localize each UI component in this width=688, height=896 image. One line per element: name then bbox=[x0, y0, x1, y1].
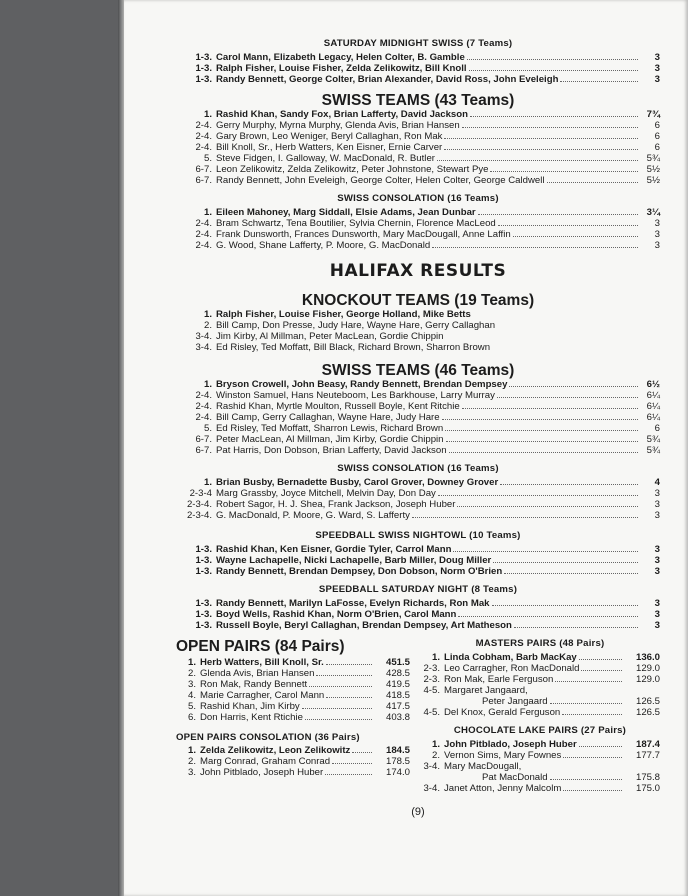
leader-dots bbox=[444, 138, 638, 139]
score: 187.4 bbox=[635, 739, 660, 750]
team-names: Robert Sagor, H. J. Shea, Frank Jackson, Joseph Huber bbox=[216, 499, 456, 510]
team-names: Jim Kirby, Al Millman, Peter MacLean, Gordie Chippin bbox=[216, 331, 444, 342]
result-row bbox=[176, 668, 410, 679]
result-row bbox=[176, 309, 660, 320]
result-row bbox=[176, 544, 660, 555]
team-names: Leon Zelikowitz, Zelda Zelikowitz, Peter Johnstone, Stewart Pye bbox=[216, 164, 489, 175]
score: 419.5 bbox=[385, 679, 410, 690]
pair-names: Del Knox, Gerald Ferguson bbox=[444, 707, 561, 718]
leader-dots bbox=[326, 664, 372, 665]
score: 3 bbox=[654, 229, 660, 240]
leader-dots bbox=[579, 659, 622, 660]
pair-names: Vernon Sims, Mary Fownes bbox=[444, 750, 562, 761]
result-row bbox=[420, 652, 660, 663]
result-row bbox=[176, 342, 660, 353]
pair-names: Janet Atton, Jenny Malcolm bbox=[444, 783, 562, 794]
rank: 6-7. bbox=[195, 434, 212, 445]
score: 3 bbox=[654, 566, 660, 577]
score: 3 bbox=[654, 218, 660, 229]
result-row bbox=[176, 142, 660, 153]
rank: 3-4. bbox=[423, 761, 440, 772]
leader-dots bbox=[442, 419, 638, 420]
rank: 1-3. bbox=[195, 566, 212, 577]
team-names: Marg Grassby, Joyce Mitchell, Melvin Day, Don Day bbox=[216, 488, 436, 499]
score: 175.8 bbox=[635, 772, 660, 783]
score: 6 bbox=[654, 423, 660, 434]
section-title: OPEN PAIRS (84 Pairs) bbox=[176, 638, 345, 655]
result-row-continued bbox=[420, 772, 660, 783]
result-row bbox=[176, 379, 660, 390]
result-row bbox=[176, 712, 410, 723]
leader-dots bbox=[467, 59, 638, 60]
section-saturday-midnight-swiss bbox=[176, 38, 660, 85]
score: 6¼ bbox=[646, 412, 660, 423]
section-speedball-saturday-night bbox=[176, 584, 660, 631]
team-names: Winston Samuel, Hans Neuteboom, Les Barkhouse, Larry Murray bbox=[216, 390, 495, 401]
rank: 2-4. bbox=[195, 401, 212, 412]
pair-names: Marg Conrad, Graham Conrad bbox=[200, 756, 331, 767]
result-row bbox=[176, 218, 660, 229]
section-speedball-nightowl bbox=[176, 530, 660, 577]
team-names: Boyd Wells, Rashid Khan, Norm O'Brien, Carol Mann bbox=[216, 609, 457, 620]
team-names: Eileen Mahoney, Marg Siddall, Elsie Adams, Jean Dunbar bbox=[216, 207, 476, 218]
leader-dots bbox=[509, 386, 638, 387]
pair-names: Linda Cobham, Barb MacKay bbox=[444, 652, 577, 663]
result-row bbox=[176, 229, 660, 240]
rank: 5. bbox=[203, 423, 212, 434]
score: 5¾ bbox=[646, 153, 660, 164]
score: 3 bbox=[654, 555, 660, 566]
leader-dots bbox=[437, 160, 638, 161]
section-title: SWISS CONSOLATION (16 Teams) bbox=[337, 193, 499, 204]
result-row bbox=[420, 685, 660, 696]
rank: 5. bbox=[187, 701, 196, 712]
team-names: Ralph Fisher, Louise Fisher, George Holland, Mike Betts bbox=[216, 309, 471, 320]
rank: 6. bbox=[187, 712, 196, 723]
team-names: Carol Mann, Elizabeth Legacy, Helen Colter, B. Gamble bbox=[216, 52, 465, 63]
leader-dots bbox=[492, 605, 639, 606]
result-row bbox=[176, 331, 660, 342]
team-names: Steve Fidgen, I. Galloway, W. MacDonald, R. Butler bbox=[216, 153, 435, 164]
result-row bbox=[176, 153, 660, 164]
leader-dots bbox=[453, 551, 638, 552]
leader-dots bbox=[462, 127, 638, 128]
score: 3 bbox=[654, 510, 660, 521]
section-title: SPEEDBALL SATURDAY NIGHT (8 Teams) bbox=[318, 584, 518, 595]
leader-dots bbox=[305, 719, 372, 720]
pairs-columns bbox=[176, 638, 660, 794]
rank: 2-4. bbox=[195, 229, 212, 240]
score: 126.5 bbox=[635, 707, 660, 718]
pair-names: Herb Watters, Bill Knoll, Sr. bbox=[200, 657, 324, 668]
result-row bbox=[420, 663, 660, 674]
rank: 1-3. bbox=[195, 74, 212, 85]
score: 417.5 bbox=[385, 701, 410, 712]
leader-dots bbox=[332, 763, 372, 764]
team-names: Bryson Crowell, John Beasy, Randy Bennett, Brendan Dempsey bbox=[216, 379, 508, 390]
leader-dots bbox=[579, 746, 622, 747]
result-row bbox=[420, 783, 660, 794]
result-row bbox=[176, 131, 660, 142]
score: 6 bbox=[654, 142, 660, 153]
result-row bbox=[176, 390, 660, 401]
result-row bbox=[420, 707, 660, 718]
leader-dots bbox=[547, 182, 638, 183]
page-title: HALIFAX RESULTS bbox=[329, 261, 507, 281]
rank: 1-3. bbox=[195, 52, 212, 63]
result-row bbox=[176, 320, 660, 331]
rank: 1. bbox=[431, 652, 440, 663]
rank: 1. bbox=[203, 109, 212, 120]
section-title: OPEN PAIRS CONSOLATION (36 Pairs) bbox=[176, 732, 360, 743]
leader-dots bbox=[581, 670, 622, 671]
result-row bbox=[176, 510, 660, 521]
team-names: Russell Boyle, Beryl Callaghan, Brendan Dempsey, Art Matheson bbox=[216, 620, 512, 631]
team-names: Bill Knoll, Sr., Herb Watters, Ken Eisner, Ernie Carver bbox=[216, 142, 443, 153]
leader-dots bbox=[309, 686, 372, 687]
rank: 2. bbox=[187, 668, 196, 679]
result-row bbox=[176, 767, 410, 778]
rank: 1-3. bbox=[195, 63, 212, 74]
leader-dots bbox=[462, 408, 638, 409]
leader-dots bbox=[302, 708, 372, 709]
leader-dots bbox=[438, 495, 638, 496]
team-names: Rashid Khan, Ken Eisner, Gordie Tyler, Carrol Mann bbox=[216, 544, 452, 555]
rank: 6-7. bbox=[195, 164, 212, 175]
result-row bbox=[176, 745, 410, 756]
team-names: Frank Dunsworth, Frances Dunsworth, Mary MacDougall, Anne Laffin bbox=[216, 229, 511, 240]
rank: 4-5. bbox=[423, 707, 440, 718]
rank: 2-4. bbox=[195, 142, 212, 153]
leader-dots bbox=[478, 214, 638, 215]
halifax-results-heading bbox=[176, 261, 660, 281]
score: 3 bbox=[654, 609, 660, 620]
result-row bbox=[176, 52, 660, 63]
score: 3 bbox=[654, 63, 660, 74]
result-row bbox=[176, 477, 660, 488]
result-row bbox=[176, 207, 660, 218]
team-names: Randy Bennett, Marilyn LaFosse, Evelyn Richards, Ron Mak bbox=[216, 598, 490, 609]
team-names: Peter MacLean, Al Millman, Jim Kirby, Gordie Chippin bbox=[216, 434, 444, 445]
score: 418.5 bbox=[385, 690, 410, 701]
rank: 1-3. bbox=[195, 555, 212, 566]
leader-dots bbox=[469, 70, 638, 71]
team-names: Ralph Fisher, Louise Fisher, Zelda Zelikowitz, Bill Knoll bbox=[216, 63, 467, 74]
result-row bbox=[176, 555, 660, 566]
leader-dots bbox=[457, 506, 638, 507]
pair-names: Mary MacDougall, bbox=[444, 761, 522, 772]
section-swiss-consolation-top bbox=[176, 193, 660, 251]
section-title: SWISS CONSOLATION (16 Teams) bbox=[337, 463, 499, 474]
result-row bbox=[176, 679, 410, 690]
leader-dots bbox=[445, 430, 638, 431]
score: 177.7 bbox=[635, 750, 660, 761]
section-swiss-teams-43 bbox=[176, 92, 660, 186]
rank: 2-4. bbox=[195, 390, 212, 401]
rank: 1. bbox=[203, 477, 212, 488]
section-knockout-teams bbox=[176, 292, 660, 353]
score: 6 bbox=[654, 120, 660, 131]
pair-names: Margaret Jangaard, bbox=[444, 685, 528, 696]
score: 3 bbox=[654, 52, 660, 63]
rank: 2-3-4. bbox=[186, 510, 212, 521]
result-row bbox=[176, 401, 660, 412]
leader-dots bbox=[513, 236, 638, 237]
team-names: Ed Risley, Ted Moffatt, Bill Black, Richard Brown, Sharron Brown bbox=[216, 342, 491, 353]
rank: 1. bbox=[187, 657, 196, 668]
score: 5½ bbox=[646, 164, 660, 175]
rank: 6-7. bbox=[195, 175, 212, 186]
result-row bbox=[176, 657, 410, 668]
leader-dots bbox=[560, 81, 638, 82]
rank: 2-3. bbox=[423, 674, 440, 685]
rank: 3. bbox=[187, 679, 196, 690]
score: 451.5 bbox=[385, 657, 410, 668]
leader-dots bbox=[412, 517, 638, 518]
score: 5¾ bbox=[646, 445, 660, 456]
score: 3 bbox=[654, 544, 660, 555]
pair-names: Zelda Zelikowitz, Leon Zelikowitz bbox=[200, 745, 351, 756]
score: 6¼ bbox=[646, 390, 660, 401]
team-names: Brian Busby, Bernadette Busby, Carol Grover, Downey Grover bbox=[216, 477, 499, 488]
leader-dots bbox=[498, 225, 638, 226]
pair-names: Leo Carragher, Ron MacDonald bbox=[444, 663, 580, 674]
score: 126.5 bbox=[635, 696, 660, 707]
pair-names: Glenda Avis, Brian Hansen bbox=[200, 668, 315, 679]
score: 7¾ bbox=[646, 109, 660, 120]
team-names: Gerry Murphy, Myrna Murphy, Glenda Avis, Brian Hansen bbox=[216, 120, 460, 131]
score: 174.0 bbox=[385, 767, 410, 778]
result-row bbox=[176, 412, 660, 423]
score: 5½ bbox=[646, 175, 660, 186]
result-row bbox=[176, 445, 660, 456]
rank: 4. bbox=[187, 690, 196, 701]
result-row bbox=[176, 609, 660, 620]
team-names: Ed Risley, Ted Moffatt, Sharron Lewis, Richard Brown bbox=[216, 423, 444, 434]
pair-names: John Pitblado, Joseph Huber bbox=[444, 739, 577, 750]
leader-dots bbox=[449, 452, 638, 453]
leader-dots bbox=[325, 774, 372, 775]
rank: 5. bbox=[203, 153, 212, 164]
rank: 6-7. bbox=[195, 445, 212, 456]
team-names: Randy Bennett, George Colter, Brian Alexander, David Ross, John Eveleigh bbox=[216, 74, 559, 85]
rank: 1. bbox=[203, 309, 212, 320]
leader-dots bbox=[444, 149, 638, 150]
result-row bbox=[420, 750, 660, 761]
score: 3 bbox=[654, 499, 660, 510]
result-row bbox=[176, 120, 660, 131]
team-names: Rashid Khan, Myrtle Moulton, Russell Boyle, Kent Ritchie bbox=[216, 401, 460, 412]
leader-dots bbox=[326, 697, 372, 698]
score: 175.0 bbox=[635, 783, 660, 794]
rank: 3-4. bbox=[195, 331, 212, 342]
leader-dots bbox=[555, 681, 622, 682]
leader-dots bbox=[490, 171, 638, 172]
leader-dots bbox=[550, 779, 622, 780]
leader-dots bbox=[500, 484, 638, 485]
team-names: Bill Camp, Don Presse, Judy Hare, Wayne Hare, Gerry Callaghan bbox=[216, 320, 496, 331]
leader-dots bbox=[352, 752, 372, 753]
rank: 1. bbox=[187, 745, 196, 756]
right-column bbox=[420, 638, 660, 794]
rank: 1. bbox=[203, 379, 212, 390]
score: 5¾ bbox=[646, 434, 660, 445]
score: 6¼ bbox=[646, 401, 660, 412]
leader-dots bbox=[563, 790, 622, 791]
score: 428.5 bbox=[385, 668, 410, 679]
result-row bbox=[176, 423, 660, 434]
pair-names: Marie Carragher, Carol Mann bbox=[200, 690, 325, 701]
result-row bbox=[420, 761, 660, 772]
rank: 3-4. bbox=[423, 783, 440, 794]
pair-names: Peter Jangaard bbox=[482, 696, 548, 707]
leader-dots bbox=[432, 247, 638, 248]
score: 3 bbox=[654, 74, 660, 85]
result-row bbox=[176, 566, 660, 577]
team-names: G. Wood, Shane Lafferty, P. Moore, G. MacDonald bbox=[216, 240, 431, 251]
rank: 1-3. bbox=[195, 620, 212, 631]
team-names: Gary Brown, Leo Weniger, Beryl Callaghan, Ron Mak bbox=[216, 131, 443, 142]
rank: 2-4. bbox=[195, 120, 212, 131]
section-title: KNOCKOUT TEAMS (19 Teams) bbox=[301, 292, 535, 309]
section-title: MASTERS PAIRS (48 Pairs) bbox=[475, 638, 605, 649]
result-row bbox=[420, 674, 660, 685]
rank: 4-5. bbox=[423, 685, 440, 696]
section-title: SWISS TEAMS (46 Teams) bbox=[321, 362, 515, 379]
score: 3¼ bbox=[646, 207, 660, 218]
result-row bbox=[176, 620, 660, 631]
rank: 2-3. bbox=[423, 663, 440, 674]
score: 3 bbox=[654, 620, 660, 631]
score: 403.8 bbox=[385, 712, 410, 723]
team-names: G. MacDonald, P. Moore, G. Ward, S. Lafferty bbox=[216, 510, 410, 521]
team-names: Randy Bennett, John Eveleigh, George Colter, Helen Colter, George Caldwell bbox=[216, 175, 545, 186]
page-number: (9) bbox=[411, 806, 425, 818]
result-row bbox=[176, 756, 410, 767]
result-row bbox=[176, 63, 660, 74]
result-row bbox=[176, 434, 660, 445]
rank: 2. bbox=[203, 320, 212, 331]
score: 3 bbox=[654, 240, 660, 251]
leader-dots bbox=[562, 714, 622, 715]
result-row bbox=[176, 175, 660, 186]
section-title: SATURDAY MIDNIGHT SWISS (7 Teams) bbox=[323, 38, 513, 49]
rank: 2-3-4 bbox=[189, 488, 212, 499]
rank: 2-4. bbox=[195, 218, 212, 229]
score: 6½ bbox=[646, 379, 660, 390]
pair-names: John Pitblado, Joseph Huber bbox=[200, 767, 324, 778]
pair-names: Don Harris, Kent Rtichie bbox=[200, 712, 303, 723]
score: 184.5 bbox=[385, 745, 410, 756]
rank: 2-4. bbox=[195, 131, 212, 142]
team-names: Rashid Khan, Sandy Fox, Brian Lafferty, David Jackson bbox=[216, 109, 468, 120]
rank: 2-4. bbox=[195, 412, 212, 423]
section-title: SWISS TEAMS (43 Teams) bbox=[321, 92, 515, 109]
leader-dots bbox=[446, 441, 639, 442]
score: 3 bbox=[654, 598, 660, 609]
result-row bbox=[176, 488, 660, 499]
leader-dots bbox=[316, 675, 372, 676]
rank: 3-4. bbox=[195, 342, 212, 353]
leader-dots bbox=[470, 116, 638, 117]
pair-names: Rashid Khan, Jim Kirby bbox=[200, 701, 300, 712]
rank: 1. bbox=[203, 207, 212, 218]
score: 136.0 bbox=[635, 652, 660, 663]
score: 129.0 bbox=[635, 674, 660, 685]
result-row bbox=[176, 74, 660, 85]
section-title: CHOCOLATE LAKE PAIRS (27 Pairs) bbox=[453, 725, 627, 736]
result-row bbox=[176, 701, 410, 712]
rank: 2-3-4. bbox=[186, 499, 212, 510]
result-row bbox=[176, 164, 660, 175]
rank: 2. bbox=[187, 756, 196, 767]
leader-dots bbox=[514, 627, 638, 628]
section-title: SPEEDBALL SWISS NIGHTOWL (10 Teams) bbox=[315, 530, 521, 541]
pair-names: Ron Mak, Earle Ferguson bbox=[444, 674, 554, 685]
team-names: Bill Camp, Gerry Callaghan, Wayne Hare, Judy Hare bbox=[216, 412, 440, 423]
score: 6 bbox=[654, 131, 660, 142]
rank: 3. bbox=[187, 767, 196, 778]
team-names: Pat Harris, Don Dobson, Brian Lafferty, David Jackson bbox=[216, 445, 447, 456]
result-row bbox=[176, 499, 660, 510]
pair-names: Pat MacDonald bbox=[482, 772, 548, 783]
team-names: Wayne Lachapelle, Nicki Lachapelle, Barb Miller, Doug Miller bbox=[216, 555, 492, 566]
team-names: Bram Schwartz, Tena Boutilier, Sylvia Chernin, Florence MacLeod bbox=[216, 218, 496, 229]
result-row bbox=[176, 690, 410, 701]
section-swiss-teams-46 bbox=[176, 362, 660, 456]
result-row bbox=[176, 598, 660, 609]
score: 4 bbox=[654, 477, 660, 488]
leader-dots bbox=[504, 573, 638, 574]
result-row bbox=[176, 240, 660, 251]
result-row bbox=[176, 109, 660, 120]
left-column bbox=[176, 638, 410, 794]
pair-names: Ron Mak, Randy Bennett bbox=[200, 679, 308, 690]
score: 3 bbox=[654, 488, 660, 499]
leader-dots bbox=[497, 397, 638, 398]
result-row bbox=[420, 739, 660, 750]
leader-dots bbox=[458, 616, 638, 617]
leader-dots bbox=[493, 562, 638, 563]
rank: 1-3. bbox=[195, 598, 212, 609]
leader-dots bbox=[563, 757, 622, 758]
leader-dots bbox=[550, 703, 622, 704]
score: 129.0 bbox=[635, 663, 660, 674]
rank: 2-4. bbox=[195, 240, 212, 251]
rank: 1-3. bbox=[195, 544, 212, 555]
team-names: Randy Bennett, Brendan Dempsey, Don Dobson, Norm O'Brien bbox=[216, 566, 503, 577]
rank: 1-3. bbox=[195, 609, 212, 620]
section-swiss-consolation-halifax bbox=[176, 463, 660, 521]
rank: 2. bbox=[431, 750, 440, 761]
result-row-continued bbox=[420, 696, 660, 707]
rank: 1. bbox=[431, 739, 440, 750]
score: 178.5 bbox=[385, 756, 410, 767]
